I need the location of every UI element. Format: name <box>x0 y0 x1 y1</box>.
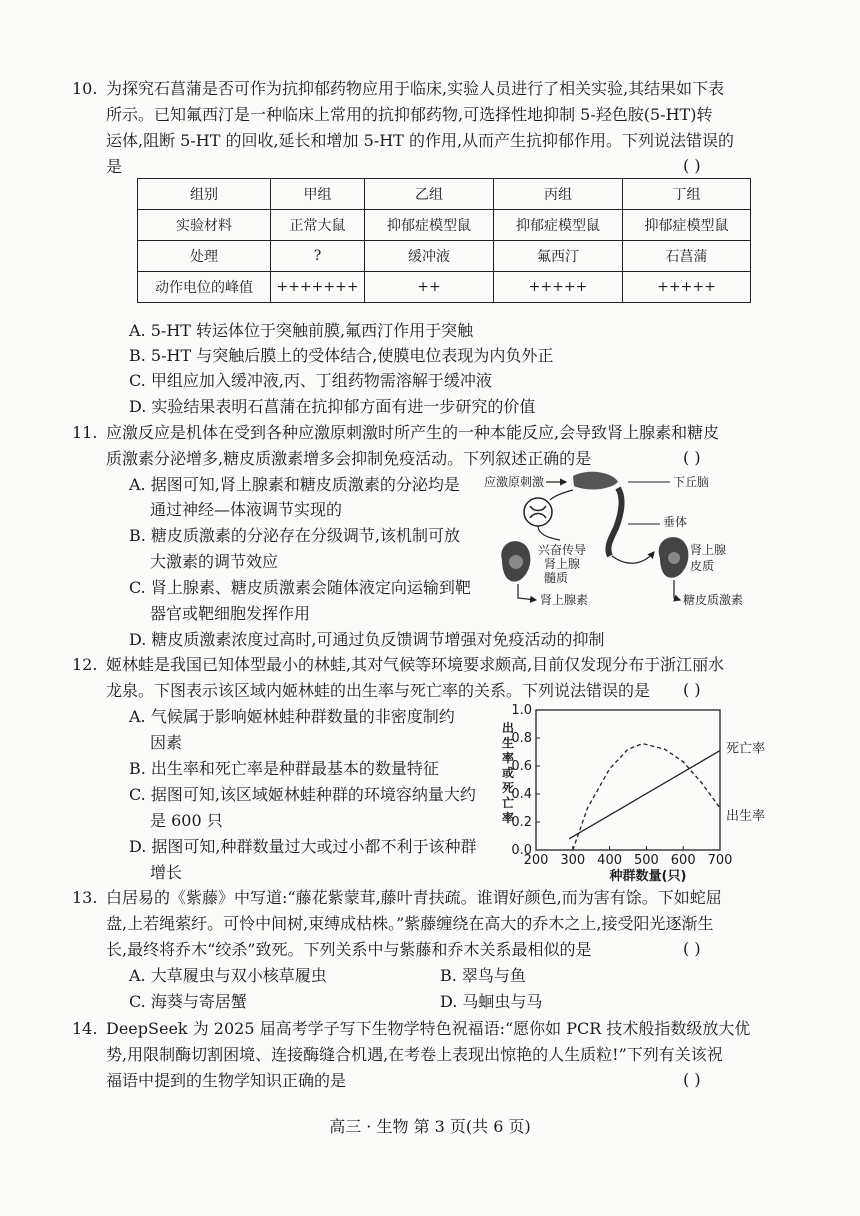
q11-option-b: B. 糖皮质激素的分泌存在分级调节,该机制可放 <box>129 526 461 545</box>
stress-response-figure <box>478 468 768 618</box>
q13-option-b: B. 翠鸟与鱼 <box>440 966 526 985</box>
table-cell: 缓冲液 <box>365 241 494 272</box>
table-cell: +++++ <box>623 272 751 303</box>
x-tick-label: 500 <box>633 853 659 868</box>
y-axis-label: 出生率或死亡率 <box>502 721 515 825</box>
q12-option-c-cont: 是 600 只 <box>150 811 223 830</box>
q13-option-a: A. 大草履虫与双小核草履虫 <box>129 966 327 985</box>
q11-option-a-cont: 通过神经—体液调节实现的 <box>150 500 343 519</box>
q12-option-c: C. 据图可知,该区域姬林蛙种群的环境容纳量大约 <box>129 785 476 804</box>
q10-line-2: 所示。已知氟西汀是一种临床上常用的抗抑郁药物,可选择性地抑制 5-羟色胺(5-HT)转 <box>106 105 713 124</box>
series-label: 死亡率 <box>726 741 766 757</box>
q13-number: 13. <box>72 888 98 907</box>
q11-option-c: C. 肾上腺素、糖皮质激素会随体液定向运输到靶 <box>129 578 471 597</box>
table-cell: 甲组 <box>271 179 365 210</box>
table-cell: ++ <box>365 272 494 303</box>
q11-option-d: D. 糖皮质激素浓度过高时,可通过负反馈调节增强对免疫活动的抑制 <box>129 630 605 649</box>
q10-table <box>137 178 751 303</box>
q11-option-c-cont: 器官或靶细胞发挥作用 <box>150 604 311 623</box>
q10-number: 10. <box>72 79 98 98</box>
table-cell: 组别 <box>138 179 271 210</box>
series-label: 出生率 <box>726 809 766 824</box>
table-row <box>138 179 751 210</box>
series-line-1 <box>573 744 720 850</box>
y-tick-label: 0.4 <box>511 787 532 802</box>
fig-label-epinephrine: 肾上腺素 <box>540 593 589 607</box>
table-cell: 抑郁症模型鼠 <box>494 210 623 241</box>
q12-line-1: 12. 姬林蛙是我国已知体型最小的林蛙,其对气候等环境要求颇高,目前仅发现分布于浙江丽水 <box>72 655 725 674</box>
table-cell: 抑郁症模型鼠 <box>365 210 494 241</box>
table-cell: +++++++ <box>271 272 365 303</box>
q14-number: 14. <box>72 1019 98 1038</box>
fig-label-stimulus: 应激原刺激 <box>484 475 545 489</box>
table-cell: 丁组 <box>623 179 751 210</box>
fig-label-cortex-2: 皮质 <box>690 559 715 573</box>
fig-label-excite-3: 髓质 <box>544 571 569 585</box>
q12-line-2: 龙泉。下图表示该区域内姬林蛙的出生率与死亡率的关系。下列说法错误的是 <box>106 681 651 700</box>
q12-option-a-cont: 因素 <box>150 733 183 752</box>
x-tick-label: 200 <box>523 853 549 868</box>
spinal-cord-icon <box>524 498 552 526</box>
y-tick-label: 0.2 <box>511 815 532 830</box>
q13-answer-paren: ( ) <box>683 939 701 958</box>
series-line-0 <box>569 751 720 839</box>
table-cell: +++++ <box>494 272 623 303</box>
q13-line-3: 长,最终将乔木“绞杀”致死。下列关系中与紫藤和乔木关系最相似的是 <box>106 940 592 959</box>
q10-line-4: 是 <box>106 157 123 176</box>
adrenal-medulla-icon <box>501 541 530 581</box>
q12-option-b: B. 出生率和死亡率是种群最基本的数量特征 <box>129 759 439 778</box>
table-cell: 动作电位的峰值 <box>138 272 271 303</box>
q13-option-c: C. 海葵与寄居蟹 <box>129 992 247 1011</box>
q11-option-b-cont: 大激素的调节效应 <box>150 552 279 571</box>
q12-answer-paren: ( ) <box>683 680 701 699</box>
fig-label-glucocorticoid: 糖皮质激素 <box>683 593 744 607</box>
table-cell: 处理 <box>138 241 271 272</box>
table-cell: 石菖蒲 <box>623 241 751 272</box>
adrenal-cortex-icon <box>659 537 689 578</box>
q12-option-d: D. 据图可知,种群数量过大或过小都不利于该种群 <box>129 837 477 856</box>
q11-number: 11. <box>72 423 98 442</box>
birth-death-rate-chart <box>480 700 770 888</box>
q10-option-b: B. 5-HT 与突触后膜上的受体结合,使膜电位表现为内负外正 <box>129 346 554 365</box>
x-tick-label: 400 <box>597 853 623 868</box>
y-tick-label: 0.8 <box>511 731 532 746</box>
q11-answer-paren: ( ) <box>683 448 701 467</box>
fig-label-pituitary: 垂体 <box>663 515 688 529</box>
q14-line-3: 福语中提到的生物学知识正确的是 <box>106 1071 347 1090</box>
q12-option-a: A. 气候属于影响姬林蛙种群数量的非密度制约 <box>129 707 455 726</box>
fig-label-excite-1: 兴奋传导 <box>538 543 587 557</box>
fig-label-excite-2: 肾上腺 <box>544 557 581 571</box>
q10-answer-paren: ( ) <box>683 156 701 175</box>
table-row <box>138 272 751 303</box>
q10-line-3: 运体,阻断 5-HT 的回收,延长和增加 5-HT 的作用,从而产生抗抑郁作用。下列说法错误的 <box>106 131 735 150</box>
q10-option-a: A. 5-HT 转运体位于突触前膜,氟西汀作用于突触 <box>129 321 474 340</box>
fig-label-cortex-1: 肾上腺 <box>690 543 727 557</box>
q12-option-d-cont: 增长 <box>150 863 183 882</box>
table-cell: 丙组 <box>494 179 623 210</box>
page-footer: 高三 · 生物 第 3 页(共 6 页) <box>329 1117 531 1136</box>
pituitary-icon <box>608 488 621 556</box>
table-row <box>138 241 751 272</box>
table-row <box>138 210 751 241</box>
brain-icon <box>573 472 618 490</box>
plot-frame <box>536 710 720 850</box>
q11-option-a: A. 据图可知,肾上腺素和糖皮质激素的分泌均是 <box>129 475 460 494</box>
y-tick-label: 1.0 <box>511 703 532 718</box>
x-tick-label: 600 <box>670 853 696 868</box>
fig-label-hypothalamus: 下丘脑 <box>673 475 710 489</box>
q10-line-1: 10. 为探究石菖蒲是否可作为抗抑郁药物应用于临床,实验人员进行了相关实验,其结果如下表 <box>72 79 725 98</box>
x-tick-label: 300 <box>560 853 586 868</box>
y-tick-label: 0.0 <box>511 843 532 858</box>
table-cell: 实验材料 <box>138 210 271 241</box>
q11-line-2: 质激素分泌增多,糖皮质激素增多会抑制免疫活动。下列叙述正确的是 <box>106 449 592 468</box>
q14-answer-paren: ( ) <box>683 1070 701 1089</box>
q10-option-d: D. 实验结果表明石菖蒲在抗抑郁方面有进一步研究的价值 <box>129 397 536 416</box>
q10-option-c: C. 甲组应加入缓冲液,丙、丁组药物需溶解于缓冲液 <box>129 371 492 390</box>
table-cell: 乙组 <box>365 179 494 210</box>
table-cell: ? <box>271 241 365 272</box>
q13-line-2: 盘,上若绳萦纡。可怜中间树,束缚成枯株。”紫藤缠绕在高大的乔木之上,接受阳光逐渐生 <box>106 914 714 933</box>
q12-number: 12. <box>72 655 98 674</box>
q11-line-1: 11. 应激反应是机体在受到各种应激原刺激时所产生的一种本能反应,会导致肾上腺素和糖皮 <box>72 423 720 442</box>
q13-option-d: D. 马蛔虫与马 <box>440 992 543 1011</box>
q13-line-1: 13. 白居易的《紫藤》中写道:“藤花紫蒙茸,藤叶青扶疏。谁谓好颜色,而为害有馀。下如蛇屈 <box>72 888 722 907</box>
q14-line-2: 势,用限制酶切割困境、连接酶缝合机遇,在考卷上表现出惊艳的人生质粒!”下列有关该祝 <box>106 1045 723 1064</box>
table-cell: 氟西汀 <box>494 241 623 272</box>
x-axis-label: 种群数量(只) <box>609 869 687 884</box>
y-tick-label: 0.6 <box>511 759 532 774</box>
q14-line-1: 14. DeepSeek 为 2025 届高考学子写下生物学特色祝福语:“愿你如 PCR 技术般指数级放大优 <box>72 1019 751 1038</box>
x-tick-label: 700 <box>707 853 733 868</box>
table-cell: 正常大鼠 <box>271 210 365 241</box>
table-cell: 抑郁症模型鼠 <box>623 210 751 241</box>
